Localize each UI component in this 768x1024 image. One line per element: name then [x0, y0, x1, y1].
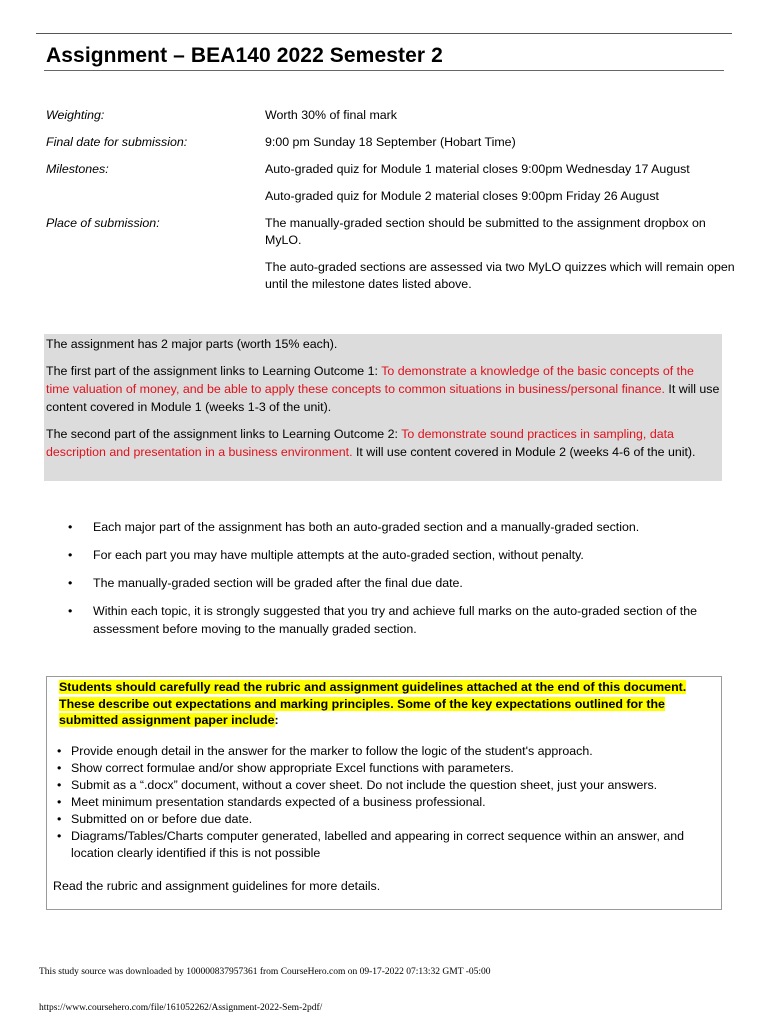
final-date-label: Final date for submission:: [46, 135, 188, 149]
learning-outcome-1: To demonstrate a knowledge of the basic concepts of the time valuation of money, and be able to apply these concepts to common situations in business/personal finance.: [46, 364, 694, 396]
bullet-icon: •: [57, 795, 62, 809]
milestone-1: Auto-graded quiz for Module 1 material closes 9:00pm Wednesday 17 August: [265, 162, 690, 176]
bullet-icon: •: [57, 744, 62, 758]
list-item: • The manually-graded section will be graded after the final due date.: [68, 576, 463, 590]
list-item: • Submitted on or before due date.: [57, 812, 253, 826]
weighting-label: Weighting:: [46, 108, 105, 122]
part-1-suffix: It will use content covered in Module 1 (weeks 1-3 of the unit).: [46, 382, 720, 414]
expectations-box: [46, 676, 722, 910]
part-2-description: [44, 425, 722, 461]
parts-intro: The assignment has 2 major parts (worth 15% each).: [46, 337, 338, 351]
bullet-icon: •: [57, 761, 62, 775]
assignment-notes-list: [68, 518, 728, 648]
place-row: [46, 215, 736, 293]
list-item: • Each major part of the assignment has both an auto-graded section and a manually-graded section.: [68, 520, 640, 534]
milestones-row: [46, 161, 736, 215]
page-title: Assignment – BEA140 2022 Semester 2: [46, 44, 443, 67]
final-date-row: [46, 134, 736, 161]
place-value-quizzes: The auto-graded sections are assessed via two MyLO quizzes which will remain open until the milestone dates listed above.: [265, 260, 735, 291]
list-item: • For each part you may have multiple attempts at the auto-graded section, without penalty.: [68, 548, 584, 562]
milestone-2: Auto-graded quiz for Module 2 material closes 9:00pm Friday 26 August: [265, 189, 659, 203]
bullet-icon: •: [57, 812, 62, 826]
place-value-dropbox: The manually-graded section should be submitted to the assignment dropbox on MyLO.: [265, 216, 706, 247]
bullet-icon: •: [68, 604, 73, 618]
part-1-description: [44, 362, 722, 416]
assignment-details: [46, 107, 736, 293]
bullet-icon: •: [68, 520, 73, 534]
list-item: • Within each topic, it is strongly suggested that you try and achieve full marks on the auto-graded section of the assessment before moving to the manually graded section.: [68, 604, 698, 636]
list-item: • Provide enough detail in the answer for the marker to follow the logic of the student's approach.: [57, 744, 593, 758]
list-item: • Meet minimum presentation standards expected of a business professional.: [57, 795, 486, 809]
highlighted-text: Students should carefully read the rubric and assignment guidelines attached at the end of this document. These describe out expectations and marking principles. Some of the key expectations outlined for the submitted assignment paper include: [59, 680, 687, 727]
expectations-highlight: [59, 679, 699, 729]
weighting-row: [46, 107, 736, 134]
bullet-icon: •: [57, 778, 62, 792]
bullet-icon: •: [68, 576, 73, 590]
key-expectations-list: [57, 743, 707, 862]
learning-outcome-2: To demonstrate sound practices in sampling, data description and presentation in a business environment.: [46, 427, 674, 459]
list-item: • Show correct formulae and/or show appropriate Excel functions with parameters.: [57, 761, 514, 775]
highlight-colon: :: [274, 713, 279, 727]
bullet-icon: •: [68, 548, 73, 562]
list-item: • Submit as a “.docx” document, without a cover sheet. Do not include the question sheet, just your answers.: [57, 778, 658, 792]
learning-outcomes-panel: [44, 334, 722, 481]
title-underline: [44, 70, 724, 71]
part-2-prefix: The second part of the assignment links to Learning Outcome 2:: [46, 427, 402, 441]
bullet-icon: •: [57, 829, 62, 843]
source-url[interactable]: https://www.coursehero.com/file/161052262/Assignment-2022-Sem-2pdf/: [39, 1003, 323, 1013]
milestones-label: Milestones:: [46, 162, 109, 176]
final-date-value: 9:00 pm Sunday 18 September (Hobart Time): [265, 135, 516, 149]
weighting-value: Worth 30% of final mark: [265, 108, 397, 122]
part-1-prefix: The first part of the assignment links to Learning Outcome 1:: [46, 364, 382, 378]
part-2-suffix: It will use content covered in Module 2 (weeks 4-6 of the unit).: [352, 445, 696, 459]
expectations-footer: Read the rubric and assignment guidelines for more details.: [53, 879, 381, 893]
download-notice: This study source was downloaded by 100000837957361 from CourseHero.com on 09-17-2022 07:13:32 GMT -05:00: [39, 967, 491, 977]
top-rule: [36, 33, 732, 34]
list-item: • Diagrams/Tables/Charts computer generated, labelled and appearing in correct sequence within an answer, and location clearly identified if this is not possible: [57, 829, 685, 860]
place-label: Place of submission:: [46, 216, 160, 230]
